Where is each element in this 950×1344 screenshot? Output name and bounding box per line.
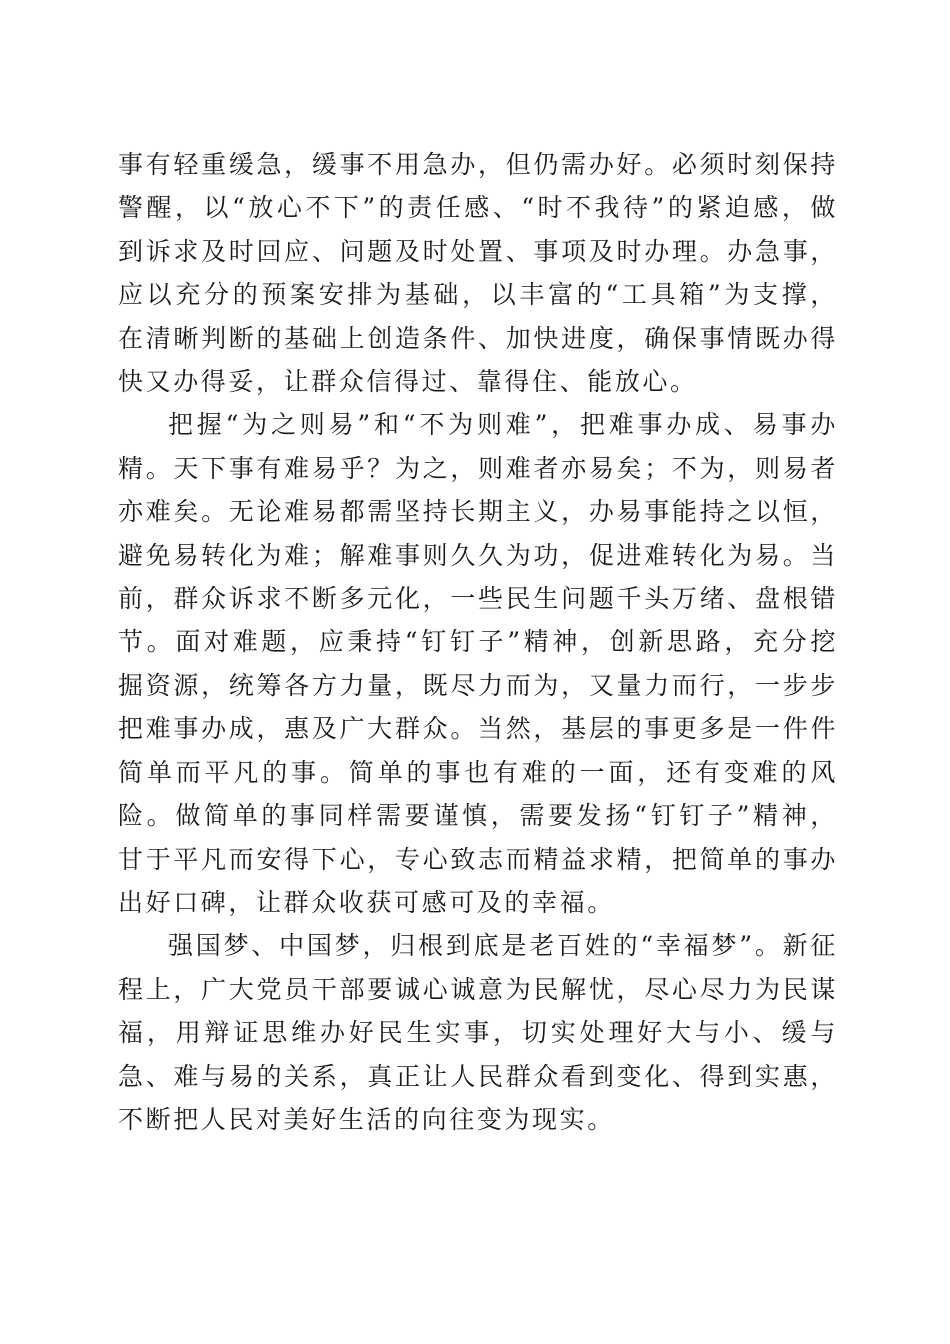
paragraph-2: 把握“为之则易”和“不为则难”，把难事办成、易事办精。天下事有难易乎？为之，则难者亦易矣；不为，则易者亦难矣。无论难易都需坚持长期主义，办易事能持之以恒，避免易转化为难；解难事则久久为功，促进难转化为易。当前，群众诉求不断多元化，一些民生问题千头万绪、盘根错节。面对难题，应秉持“钉钉子”精神，创新思路，充分挖掘资源，统筹各方力量，既尽力而为，又量力而行，一步步把难事办成，惠及广大群众。当然，基层的事更多是一件件简单而平凡的事。简单的事也有难的一面，还有变难的风险。做简单的事同样需要谨慎，需要发扬“钉钉子”精神，甘于平凡而安得下心，专心致志而精益求精，把简单的事办出好口碑，让群众收获可感可及的幸福。 — [118, 410, 838, 917]
paragraph-3: 强国梦、中国梦，归根到底是老百姓的“幸福梦”。新征程上，广大党员干部要诚心诚意为民解忧，尽心尽力为民谋福，用辩证思维办好民生实事，切实处理好大与小、缓与急、难与易的关系，真正让人民群众看到变化、得到实惠，不断把人民对美好生活的向往变为现实。 — [118, 931, 838, 1134]
paragraph-1: 事有轻重缓急，缓事不用急办，但仍需办好。必须时刻保持警醒，以“放心不下”的责任感、“时不我待”的紧迫感，做到诉求及时回应、问题及时处置、事项及时办理。办急事，应以充分的预案安排为基础，以丰富的“工具箱”为支撑，在清晰判断的基础上创造条件、加快进度，确保事情既办得快又办得妥，让群众信得过、靠得住、能放心。 — [118, 150, 838, 397]
document-page — [118, 143, 838, 1141]
